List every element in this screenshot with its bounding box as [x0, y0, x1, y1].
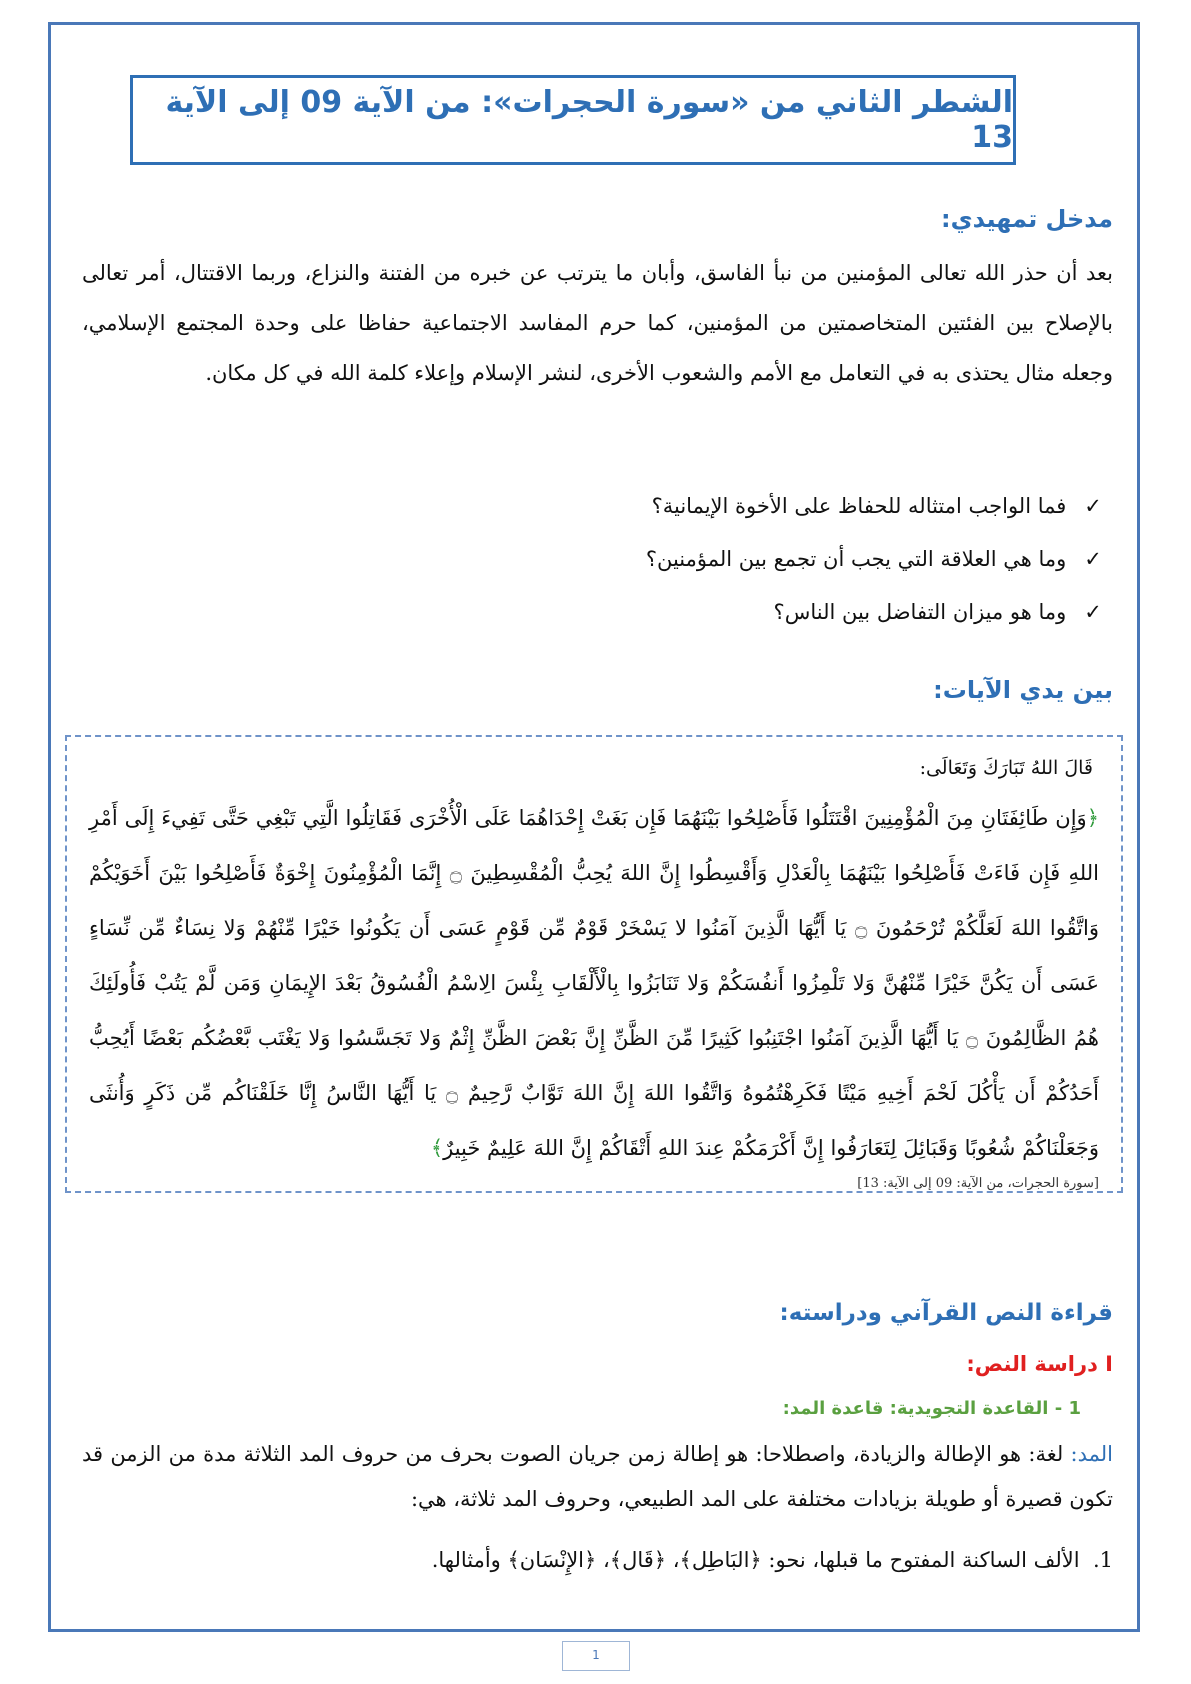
verses-text [89, 791, 1099, 1176]
question-text: وما هو ميزان التفاضل بين الناس؟ [773, 600, 1067, 624]
list-item [82, 533, 1113, 586]
item-number: 1. [1092, 1548, 1113, 1572]
list-item [82, 586, 1113, 639]
verses-source: [سورة الحجرات، من الآية: 09 إلى الآية: 13] [857, 1176, 1099, 1191]
verses-intro: قَالَ اللهُ تَبَارَكَ وَتَعَالَى: [919, 757, 1093, 779]
madd-term: المد: [1070, 1442, 1113, 1466]
close-bracket: ﴾ [430, 1136, 444, 1160]
open-bracket: ﴿ [1086, 806, 1099, 830]
page-title: الشطر الثاني من «سورة الحجرات»: من الآية 09 إلى الآية 13 [165, 85, 1013, 155]
intro-paragraph: بعد أن حذر الله تعالى المؤمنين من نبأ الفاسق، وأبان ما يترتب عن خبره من الفتنة والنزاع، وربما الاقتتال، أمر تعالى بالإصلاح بين الفئتين المتخاصمتين من المؤمنين، كما حرم المفاسد الاجتماعية حفاظا على وحدة المجتمع الإسلامي، وجعله مثال يحتذى به في التعامل مع الأمم والشعوب الأخرى، لنشر الإسلام وإعلاء كلمة الله في كل مكان. [82, 261, 1113, 385]
item-text: الألف الساكنة المفتوح ما قبلها، نحو: ﴿البَاطِل﴾، ﴿قَال﴾، ﴿الإِنْسَان﴾ وأمثالها. [431, 1548, 1080, 1572]
check-mark-icon: ✓ [1084, 494, 1102, 518]
list-item [82, 480, 1113, 533]
madd-item-1 [82, 1540, 1113, 1580]
study-heading: قراءة النص القرآني ودراسته: [779, 1300, 1113, 1326]
study-sub-heading: I دراسة النص: [966, 1352, 1113, 1376]
check-mark-icon: ✓ [1084, 600, 1102, 624]
question-text: فما الواجب امتثاله للحفاظ على الأخوة الإيمانية؟ [651, 494, 1067, 518]
tajweed-heading: 1 - القاعدة التجويدية: قاعدة المد: [782, 1398, 1081, 1419]
madd-definition [82, 1432, 1113, 1522]
intro-heading: مدخل تمهيدي: [941, 205, 1113, 233]
questions-list [82, 480, 1113, 639]
verses-body: وَإِن طَائِفَتَانِ مِنَ الْمُؤْمِنِينَ اقْتَتَلُوا فَأَصْلِحُوا بَيْنَهُمَا فَإِن بَغَتْ إِحْدَاهُمَا عَلَى الْأُخْرَى فَقَاتِلُوا الَّتِي تَبْغِي حَتَّى تَفِيءَ إِلَى أَمْرِ اللهِ فَإِن فَاءَتْ فَأَصْلِحُوا بَيْنَهُمَا بِالْعَدْلِ وَأَقْسِطُوا إِنَّ اللهَ يُحِبُّ الْمُقْسِطِينَ ۝ إِنَّمَا الْمُؤْمِنُونَ إِخْوَةٌ فَأَصْلِحُوا بَيْنَ أَخَوَيْكُمْ وَاتَّقُوا اللهَ لَعَلَّكُمْ تُرْحَمُونَ ۝ يَا أَيُّهَا الَّذِينَ آمَنُوا لا يَسْخَرْ قَوْمٌ مِّن قَوْمٍ عَسَى أَن يَكُونُوا خَيْرًا مِّنْهُمْ وَلا نِسَاءٌ مِّن نِّسَاءٍ عَسَى أَن يَكُنَّ خَيْرًا مِّنْهُنَّ وَلا تَلْمِزُوا أَنفُسَكُمْ وَلا تَنَابَزُوا بِالْأَلْقَابِ بِئْسَ الِاسْمُ الْفُسُوقُ بَعْدَ الإِيمَانِ وَمَن لَّمْ يَتُبْ فَأُولَئِكَ هُمُ الظَّالِمُونَ ۝ يَا أَيُّهَا الَّذِينَ آمَنُوا اجْتَنِبُوا كَثِيرًا مِّنَ الظَّنِّ إِنَّ بَعْضَ الظَّنِّ إِثْمٌ وَلا تَجَسَّسُوا وَلا يَغْتَب بَّعْضُكُم بَعْضًا أَيُحِبُّ أَحَدُكُمْ أَن يَأْكُلَ لَحْمَ أَخِيهِ مَيْتًا فَكَرِهْتُمُوهُ وَاتَّقُوا اللهَ إِنَّ اللهَ تَوَّابٌ رَّحِيمٌ ۝ يَا أَيُّهَا النَّاسُ إِنَّا خَلَقْنَاكُم مِّن ذَكَرٍ وَأُنثَى وَجَعَلْنَاكُمْ شُعُوبًا وَقَبَائِلَ لِتَعَارَفُوا إِنَّ أَكْرَمَكُمْ عِندَ اللهِ أَتْقَاكُمْ إِنَّ اللهَ عَلِيمٌ خَبِيرٌ [89, 806, 1099, 1160]
question-text: وما هي العلاقة التي يجب أن تجمع بين المؤمنين؟ [645, 547, 1067, 571]
verses-heading: بين يدي الآيات: [933, 676, 1113, 704]
check-mark-icon: ✓ [1084, 547, 1102, 571]
verses-box [65, 735, 1123, 1193]
title-box [130, 75, 1016, 165]
page-number: 1 [562, 1641, 630, 1671]
madd-text: لغة: هو الإطالة والزيادة، واصطلاحا: هو إطالة زمن جريان الصوت بحرف من حروف المد الثلاثة مدة من الزمن قد تكون قصيرة أو طويلة بزيادات مختلفة على المد الطبيعي، وحروف المد ثلاثة، هي: [82, 1442, 1113, 1511]
